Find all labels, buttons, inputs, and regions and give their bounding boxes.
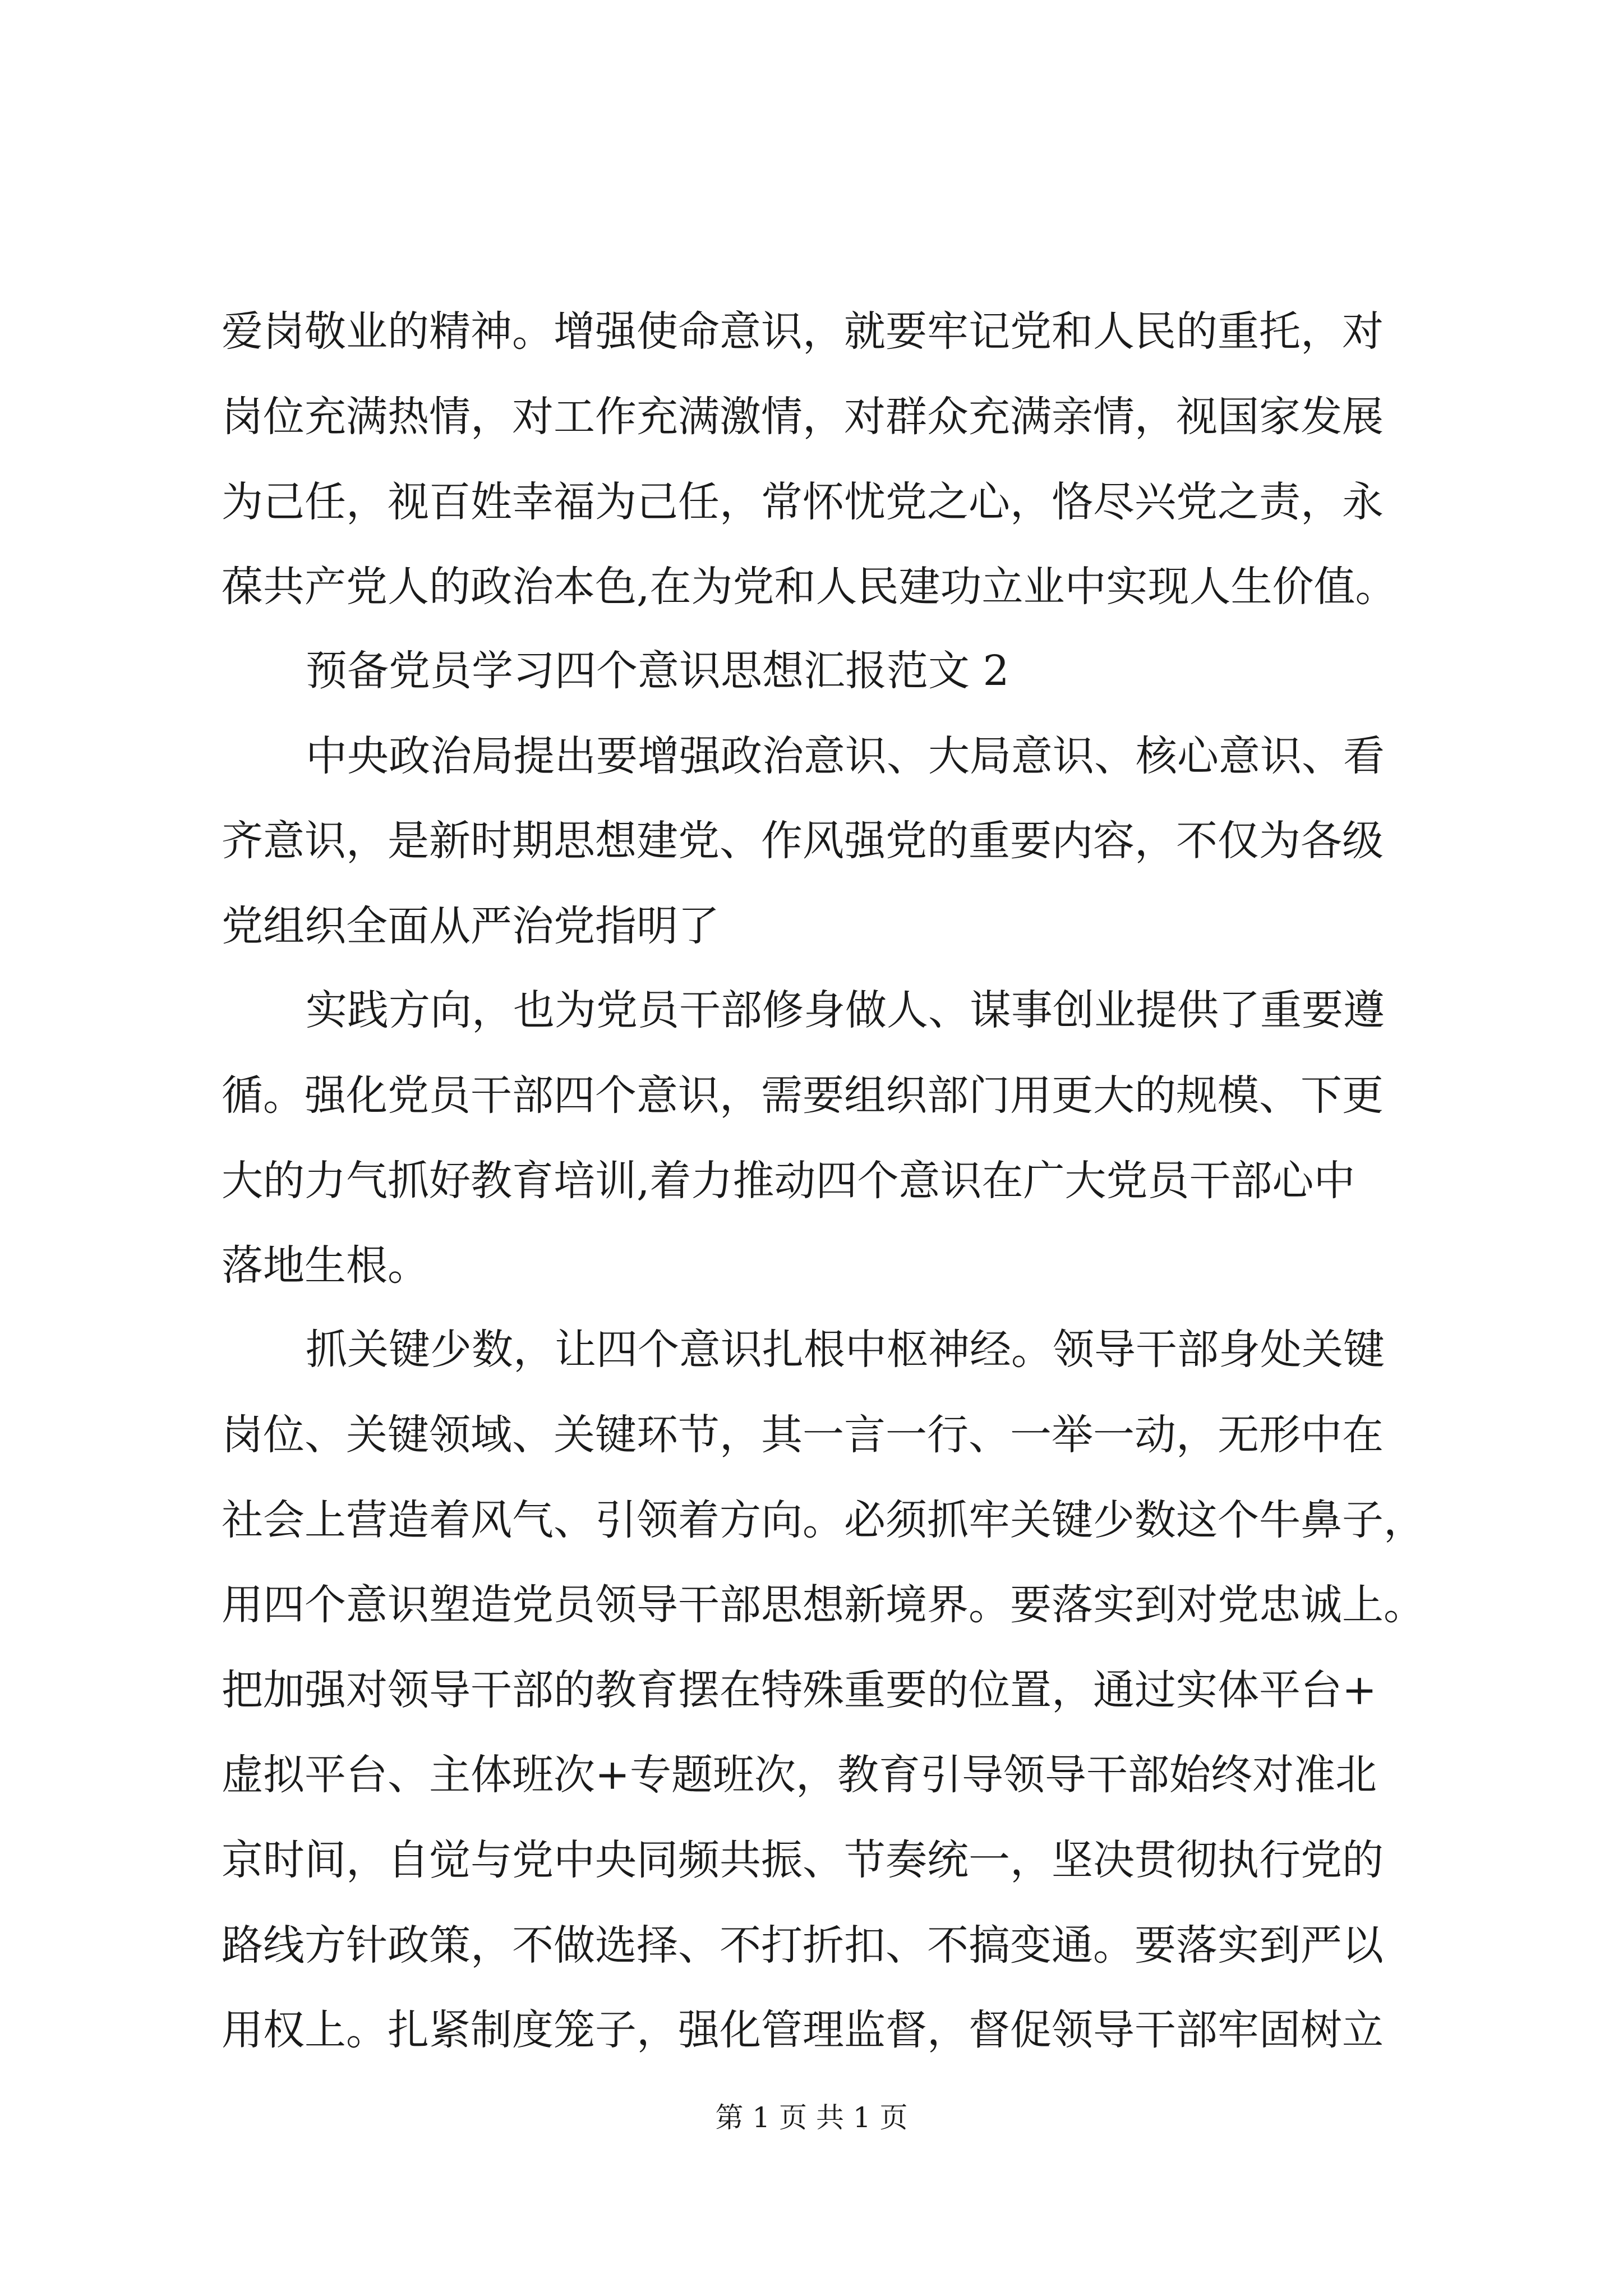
text-line: 虚拟平台、主体班次+专题班次，教育引导领导干部始终对准北 xyxy=(222,1751,1377,1799)
text-line: 用权上。扎紧制度笼子，强化管理监督，督促领导干部牢固树立 xyxy=(222,2006,1384,2054)
text-line: 路线方针政策，不做选择、不打折扣、不搞变通。要落实到严以 xyxy=(222,1921,1384,1970)
text-line: 京时间，自觉与党中央同频共振、节奏统一，坚决贯彻执行党的 xyxy=(222,1836,1384,1884)
text-line: 齐意识，是新时期思想建党、作风强党的重要内容，不仅为各级 xyxy=(222,817,1384,865)
text-line: 中央政治局提出要增强政治意识、大局意识、核心意识、看 xyxy=(306,732,1385,780)
text-line: 把加强对领导干部的教育摆在特殊重要的位置，通过实体平台+ xyxy=(222,1666,1377,1714)
text-line: 用四个意识塑造党员领导干部思想新境界。要落实到对党忠诚上。 xyxy=(222,1581,1425,1629)
text-line: 大的力气抓好教育培训,着力推动四个意识在广大党员干部心中 xyxy=(222,1157,1355,1205)
text-line: 岗位、关键领域、关键环节，其一言一行、一举一动，无形中在 xyxy=(222,1411,1384,1459)
text-line: 社会上营造着风气、引领着方向。必须抓牢关键少数这个牛鼻子， xyxy=(222,1496,1425,1544)
text-line: 为己任，视百姓幸福为己任，常怀忧党之心，恪尽兴党之责，永 xyxy=(222,478,1384,526)
section-heading: 预备党员学习四个意识思想汇报范文 2 xyxy=(306,647,1009,695)
text-line: 葆共产党人的政治本色,在为党和人民建功立业中实现人生价值。 xyxy=(222,563,1397,611)
text-line: 循。强化党员干部四个意识，需要组织部门用更大的规模、下更 xyxy=(222,1071,1384,1120)
text-line: 实践方向，也为党员干部修身做人、谋事创业提供了重要遵 xyxy=(306,986,1385,1034)
page-footer: 第 1 页 共 1 页 xyxy=(715,2101,908,2134)
text-line: 党组织全面从严治党指明了 xyxy=(222,902,720,950)
text-line: 爱岗敬业的精神。增强使命意识，就要牢记党和人民的重托，对 xyxy=(222,307,1384,356)
text-line: 落地生根。 xyxy=(222,1241,429,1290)
text-line: 抓关键少数，让四个意识扎根中枢神经。领导干部身处关键 xyxy=(306,1326,1385,1374)
text-line: 岗位充满热情，对工作充满激情，对群众充满亲情，视国家发展 xyxy=(222,393,1384,441)
